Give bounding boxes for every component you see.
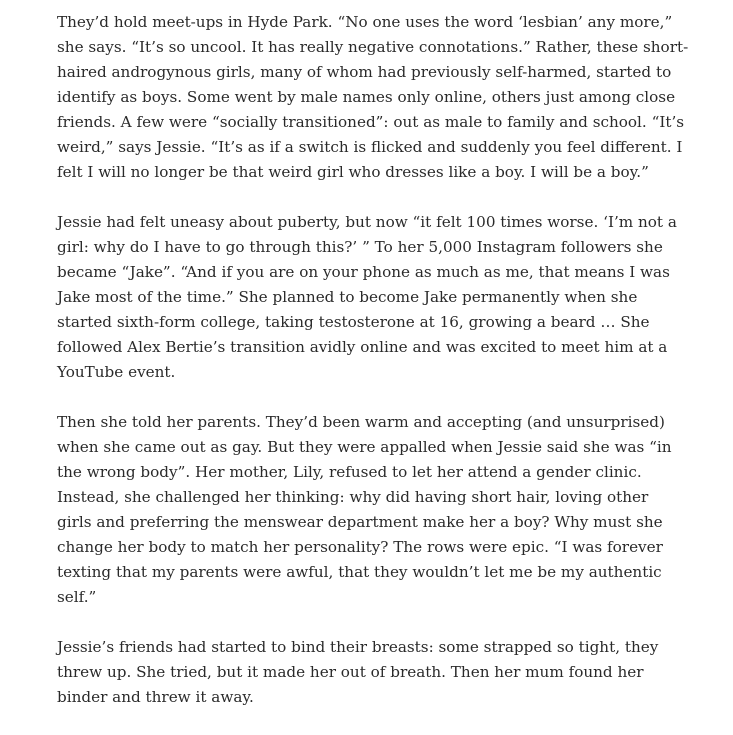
article-body bbox=[57, 10, 689, 735]
paragraph-line: started sixth-form college, taking testosterone at 16, growing a beard … She bbox=[57, 313, 650, 331]
paragraph-line: identify as boys. Some went by male names only online, others just among close bbox=[57, 88, 676, 106]
paragraph-line: weird,” says Jessie. “It’s as if a switch is flicked and suddenly you feel different. I bbox=[57, 138, 683, 156]
paragraph-3 bbox=[57, 410, 677, 610]
paragraph-line: became “Jake”. “And if you are on your phone as much as me, that means I was bbox=[57, 263, 670, 281]
paragraph-line: girls and preferring the menswear department make her a boy? Why must she bbox=[57, 513, 663, 531]
paragraph-line: Then she told her parents. They’d been warm and accepting (and unsurprised) bbox=[57, 413, 665, 431]
paragraph-4 bbox=[57, 635, 677, 710]
paragraph-line: binder and threw it away. bbox=[57, 688, 254, 706]
paragraph-line: the wrong body”. Her mother, Lily, refused to let her attend a gender clinic. bbox=[57, 463, 642, 481]
paragraph-line: felt I will no longer be that weird girl who dresses like a boy. I will be a boy.” bbox=[57, 163, 649, 181]
paragraph-line: Instead, she challenged her thinking: why did having short hair, loving other bbox=[57, 488, 649, 506]
paragraph-line: girl: why do I have to go through this?’ ” To her 5,000 Instagram followers she bbox=[57, 238, 663, 256]
paragraph-line: Jessie had felt uneasy about puberty, but now “it felt 100 times worse. ‘I’m not a bbox=[57, 213, 677, 231]
paragraph-line: friends. A few were “socially transitioned”: out as male to family and school. “It’s bbox=[57, 113, 685, 131]
paragraph-line: threw up. She tried, but it made her out of breath. Then her mum found her bbox=[57, 663, 644, 681]
paragraph-line: followed Alex Bertie’s transition avidly online and was excited to meet him at a bbox=[57, 338, 668, 356]
paragraph-2 bbox=[57, 210, 677, 385]
paragraph-line: They’d hold meet-ups in Hyde Park. “No one uses the word ‘lesbian’ any more,” bbox=[57, 13, 673, 31]
paragraph-line: YouTube event. bbox=[57, 363, 176, 381]
paragraph-line: when she came out as gay. But they were appalled when Jessie said she was “in bbox=[57, 438, 672, 456]
paragraph-line: change her body to match her personality? The rows were epic. “I was forever bbox=[57, 538, 663, 556]
paragraph-1 bbox=[57, 10, 689, 185]
paragraph-line: Jessie’s friends had started to bind their breasts: some strapped so tight, they bbox=[57, 638, 659, 656]
paragraph-line: haired androgynous girls, many of whom had previously self-harmed, started to bbox=[57, 63, 672, 81]
paragraph-line: texting that my parents were awful, that they wouldn’t let me be my authentic bbox=[57, 563, 662, 581]
paragraph-line: she says. “It’s so uncool. It has really negative connotations.” Rather, these short- bbox=[57, 38, 689, 56]
paragraph-line: Jake most of the time.” She planned to become Jake permanently when she bbox=[57, 288, 638, 306]
paragraph-line: self.” bbox=[57, 588, 97, 606]
